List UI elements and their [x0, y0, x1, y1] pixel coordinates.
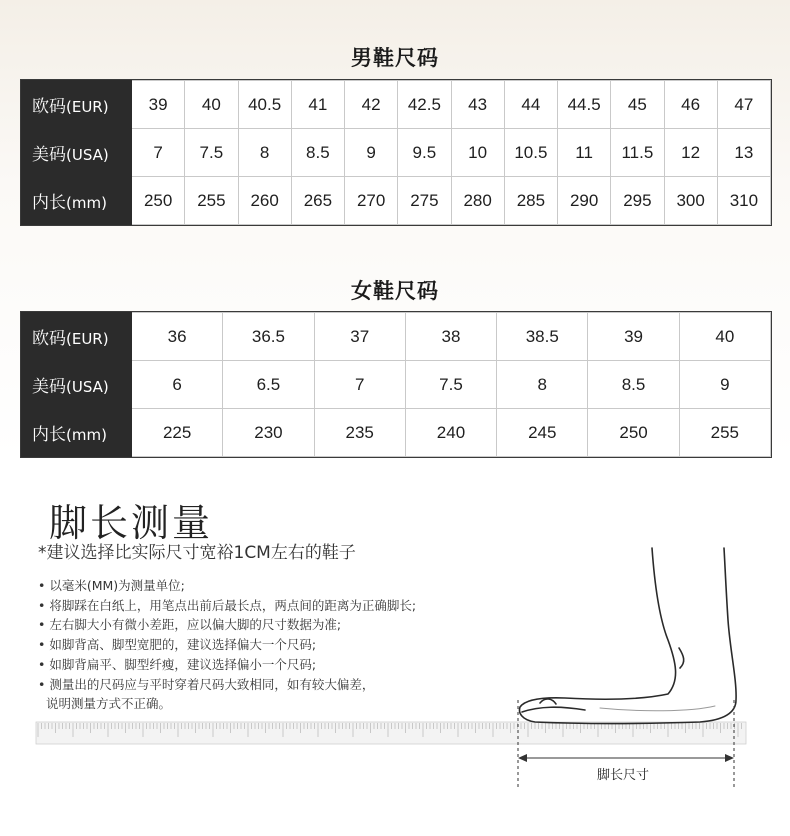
row-header-unit: (EUR): [66, 330, 109, 348]
size-cell: 6: [132, 361, 223, 409]
size-cell: 295: [611, 177, 664, 225]
size-cell: 245: [497, 409, 588, 457]
size-cell: 260: [238, 177, 291, 225]
foot-length-label: 脚长尺寸: [597, 768, 650, 783]
tip-item: • 以毫米(MM)为测量单位;: [38, 576, 416, 596]
size-cell: 47: [717, 81, 770, 129]
row-header-label: 欧码: [32, 97, 66, 117]
size-cell: 13: [717, 129, 770, 177]
size-cell: 7: [132, 129, 185, 177]
size-cell: 40.5: [238, 81, 291, 129]
size-cell: 8: [238, 129, 291, 177]
row-header-unit: (mm): [66, 426, 107, 444]
foot-icon: [520, 548, 737, 724]
size-cell: 8: [497, 361, 588, 409]
size-cell: 37: [314, 313, 405, 361]
size-cell: 250: [132, 177, 185, 225]
row-header-label: 美码: [32, 145, 66, 165]
size-cell: 42.5: [398, 81, 451, 129]
size-cell: 44: [504, 81, 557, 129]
row-header-unit: (USA): [66, 378, 109, 396]
size-cell: 45: [611, 81, 664, 129]
size-cell: 310: [717, 177, 770, 225]
size-cell: 40: [185, 81, 238, 129]
size-cell: 235: [314, 409, 405, 457]
size-cell: 41: [291, 81, 344, 129]
size-cell: 38.5: [497, 313, 588, 361]
row-header-unit: (EUR): [66, 98, 109, 116]
size-cell: 285: [504, 177, 557, 225]
size-cell: 7.5: [405, 361, 496, 409]
size-cell: 36.5: [223, 313, 314, 361]
size-cell: 42: [345, 81, 398, 129]
size-cell: 265: [291, 177, 344, 225]
size-cell: 7.5: [185, 129, 238, 177]
size-cell: 9: [679, 361, 770, 409]
size-cell: 10.5: [504, 129, 557, 177]
size-cell: 230: [223, 409, 314, 457]
size-cell: 36: [132, 313, 223, 361]
size-cell: 44.5: [558, 81, 611, 129]
size-cell: 9.5: [398, 129, 451, 177]
tip-item: • 左右脚大小有微小差距，应以偏大脚的尺寸数据为准;: [38, 615, 416, 635]
size-cell: 46: [664, 81, 717, 129]
size-cell: 9: [345, 129, 398, 177]
tip-item-continuation: 说明测量方式不正确。: [45, 696, 171, 712]
row-header-unit: (mm): [66, 194, 107, 212]
size-cell: 12: [664, 129, 717, 177]
size-cell: 8.5: [291, 129, 344, 177]
row-header-unit: (USA): [66, 146, 109, 164]
size-cell: 280: [451, 177, 504, 225]
size-cell: 11: [558, 129, 611, 177]
size-cell: 39: [132, 81, 185, 129]
size-cell: 38: [405, 313, 496, 361]
size-cell: 43: [451, 81, 504, 129]
size-cell: 8.5: [588, 361, 679, 409]
size-cell: 7: [314, 361, 405, 409]
women-size-title: 女鞋尺码: [351, 279, 439, 303]
size-cell: 270: [345, 177, 398, 225]
size-cell: 240: [405, 409, 496, 457]
size-cell: 40: [679, 313, 770, 361]
size-cell: 255: [679, 409, 770, 457]
size-cell: 11.5: [611, 129, 664, 177]
size-cell: 39: [588, 313, 679, 361]
size-cell: 250: [588, 409, 679, 457]
row-header-label: 欧码: [32, 329, 66, 349]
size-cell: 300: [664, 177, 717, 225]
size-cell: 275: [398, 177, 451, 225]
tip-item: • 将脚踩在白纸上，用笔点出前后最长点，两点间的距离为正确脚长;: [38, 596, 416, 616]
size-cell: 10: [451, 129, 504, 177]
tip-item: • 如脚背扁平、脚型纤瘦，建议选择偏小一个尺码;: [38, 655, 416, 675]
men-size-title: 男鞋尺码: [351, 46, 439, 70]
size-cell: 225: [132, 409, 223, 457]
row-header-label: 美码: [32, 377, 66, 397]
tip-item: • 测量出的尺码应与平时穿着尺码大致相同，如有较大偏差，: [38, 675, 416, 695]
size-cell: 6.5: [223, 361, 314, 409]
foot-measure-subtitle: *建议选择比实际尺寸宽裕1CM左右的鞋子: [38, 543, 356, 563]
foot-measure-title: 脚长测量: [49, 501, 214, 545]
ruler: [36, 722, 746, 744]
size-cell: 255: [185, 177, 238, 225]
row-header-label: 内长: [32, 425, 66, 445]
row-header-label: 内长: [32, 193, 66, 213]
tip-item: • 如脚背高、脚型宽肥的，建议选择偏大一个尺码;: [38, 635, 416, 655]
size-cell: 290: [558, 177, 611, 225]
